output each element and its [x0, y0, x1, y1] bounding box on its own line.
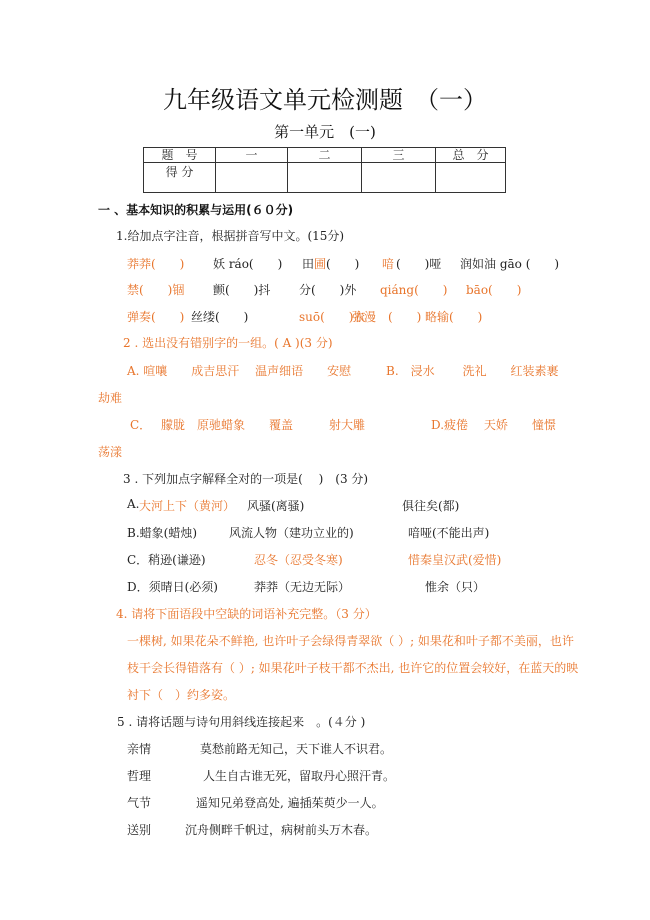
q5-verse[interactable]: 沉舟侧畔千帆过，病树前头万木春。 — [185, 823, 378, 837]
q3-option-c-item: 惜秦皇汉武(爱惜) — [408, 553, 502, 567]
q1-item: ( )哑 — [396, 257, 442, 271]
q3-option-d-item: 惟余（只） — [425, 580, 486, 594]
section-heading: 一 、基本知识的积累与运用(６０分) — [98, 203, 294, 217]
q1-item: 弹奏( ) — [127, 310, 185, 324]
q5-verse[interactable]: 莫愁前路无知己，天下谁人不识君。 — [200, 742, 393, 756]
q1-item: suō( )衣 — [299, 310, 366, 324]
q1-item: 丝缕( ) — [191, 310, 249, 324]
q1-item: 弥漫 ( ) — [352, 310, 422, 324]
q4-paragraph-line: 衬下（ ）约多姿。 — [127, 688, 236, 702]
q2-option-c: C． 朦胧 原驰蜡象 覆盖 射大雕 — [130, 418, 365, 432]
q1-item: 润如油 gāo ( ) — [460, 257, 560, 271]
q1-item: 颤( )抖 — [213, 283, 271, 297]
q5-prompt: 5 . 请将话题与诗句用斜线连接起来 。(４分 ) — [117, 715, 366, 729]
q1-item: ( ) — [326, 257, 360, 271]
q2-option-b-tail: 劫难 — [98, 391, 123, 405]
q5-topic[interactable]: 亲情 — [127, 742, 152, 756]
q3-option-b-item: 风流人物（建功立业的) — [229, 526, 354, 540]
page-title: 九年级语文单元检测题 （一） — [163, 86, 487, 114]
q1-item: 圃 — [314, 257, 327, 271]
q1-item: 喑 — [382, 257, 395, 271]
header-cell: 总 分 — [436, 148, 506, 163]
q1-item: 禁( )锢 — [127, 283, 185, 297]
q3-option-a-label: A. — [127, 497, 140, 511]
score-table-header-row — [144, 148, 506, 163]
score-label-cell: 得 分 — [144, 163, 216, 193]
q4-paragraph-line: 一棵树, 如果花朵不鲜艳, 也许叶子会绿得青翠欲（ ）; 如果花和叶子都不美丽，也许 — [127, 634, 574, 648]
q3-prompt: 3 . 下列加点字解释全对的一项是( ) (3 分) — [123, 472, 369, 486]
q3-option-b-item: B.蜡象(蜡烛) — [127, 526, 197, 540]
q2-option-d: D.疲倦 天娇 憧憬 — [431, 418, 556, 432]
q3-option-a-item: 大河上下（黄河） — [139, 499, 236, 513]
q3-option-a-item: 俱往矣(都) — [402, 499, 460, 513]
header-cell: 一 — [216, 148, 288, 163]
q2-option-d-tail: 荡漾 — [98, 445, 123, 459]
score-cell[interactable] — [436, 163, 506, 193]
q1-item: 田 — [302, 257, 315, 271]
q5-topic[interactable]: 哲理 — [127, 769, 152, 783]
score-table — [143, 147, 506, 193]
q1-item: 略输( ) — [425, 310, 483, 324]
q1-prompt: 1.给加点字注音，根据拼音写中文。(15分) — [116, 229, 345, 243]
q1-item: qiáng( ) — [380, 283, 448, 297]
q1-item: 妖 ráo( ) — [213, 257, 283, 271]
header-cell: 二 — [288, 148, 362, 163]
q2-option-b: B. 浸水 洗礼 红装素裹 — [386, 364, 559, 378]
q2-prompt: 2 . 选出没有错别字的一组。( A )(3 分) — [123, 336, 333, 350]
q3-option-b-item: 喑哑(不能出声) — [408, 526, 490, 540]
score-cell[interactable] — [362, 163, 436, 193]
q3-option-d-item: 莽莽（无边无际） — [254, 580, 351, 594]
q3-option-d-item: D．须晴日(必须) — [127, 580, 218, 594]
header-cell: 三 — [362, 148, 436, 163]
q1-item: bāo( ) — [466, 283, 522, 297]
score-cell[interactable] — [216, 163, 288, 193]
q5-verse[interactable]: 遥知兄弟登高处, 遍插茱萸少一人。 — [196, 796, 384, 810]
q4-paragraph-line: 枝干会长得错落有（ ）; 如果花叶子枝干都不杰出, 也许它的位置会较好，在蓝天的映 — [127, 661, 579, 675]
q5-topic[interactable]: 送别 — [127, 823, 152, 837]
q1-item: 分( )外 — [299, 283, 357, 297]
q2-option-a: A. 喧嚷 成吉思汗 温声细语 安慰 — [127, 364, 352, 378]
score-cell[interactable] — [288, 163, 362, 193]
q4-prompt: 4. 请将下面语段中空缺的词语补充完整。（3 分） — [116, 607, 377, 621]
q1-item: 莽莽( ) — [127, 257, 185, 271]
q5-verse[interactable]: 人生自古谁无死，留取丹心照汗青。 — [203, 769, 396, 783]
q5-topic[interactable]: 气节 — [127, 796, 152, 810]
score-table-score-row — [144, 163, 506, 193]
page-subtitle: 第一单元 (一) — [274, 123, 376, 141]
q3-option-c-item: C．稍逊(谦逊) — [127, 553, 206, 567]
q3-option-a-item: 风骚(离骚) — [247, 499, 305, 513]
q3-option-c-item: 忍冬（忍受冬寒) — [254, 553, 343, 567]
header-cell: 题 号 — [144, 148, 216, 163]
